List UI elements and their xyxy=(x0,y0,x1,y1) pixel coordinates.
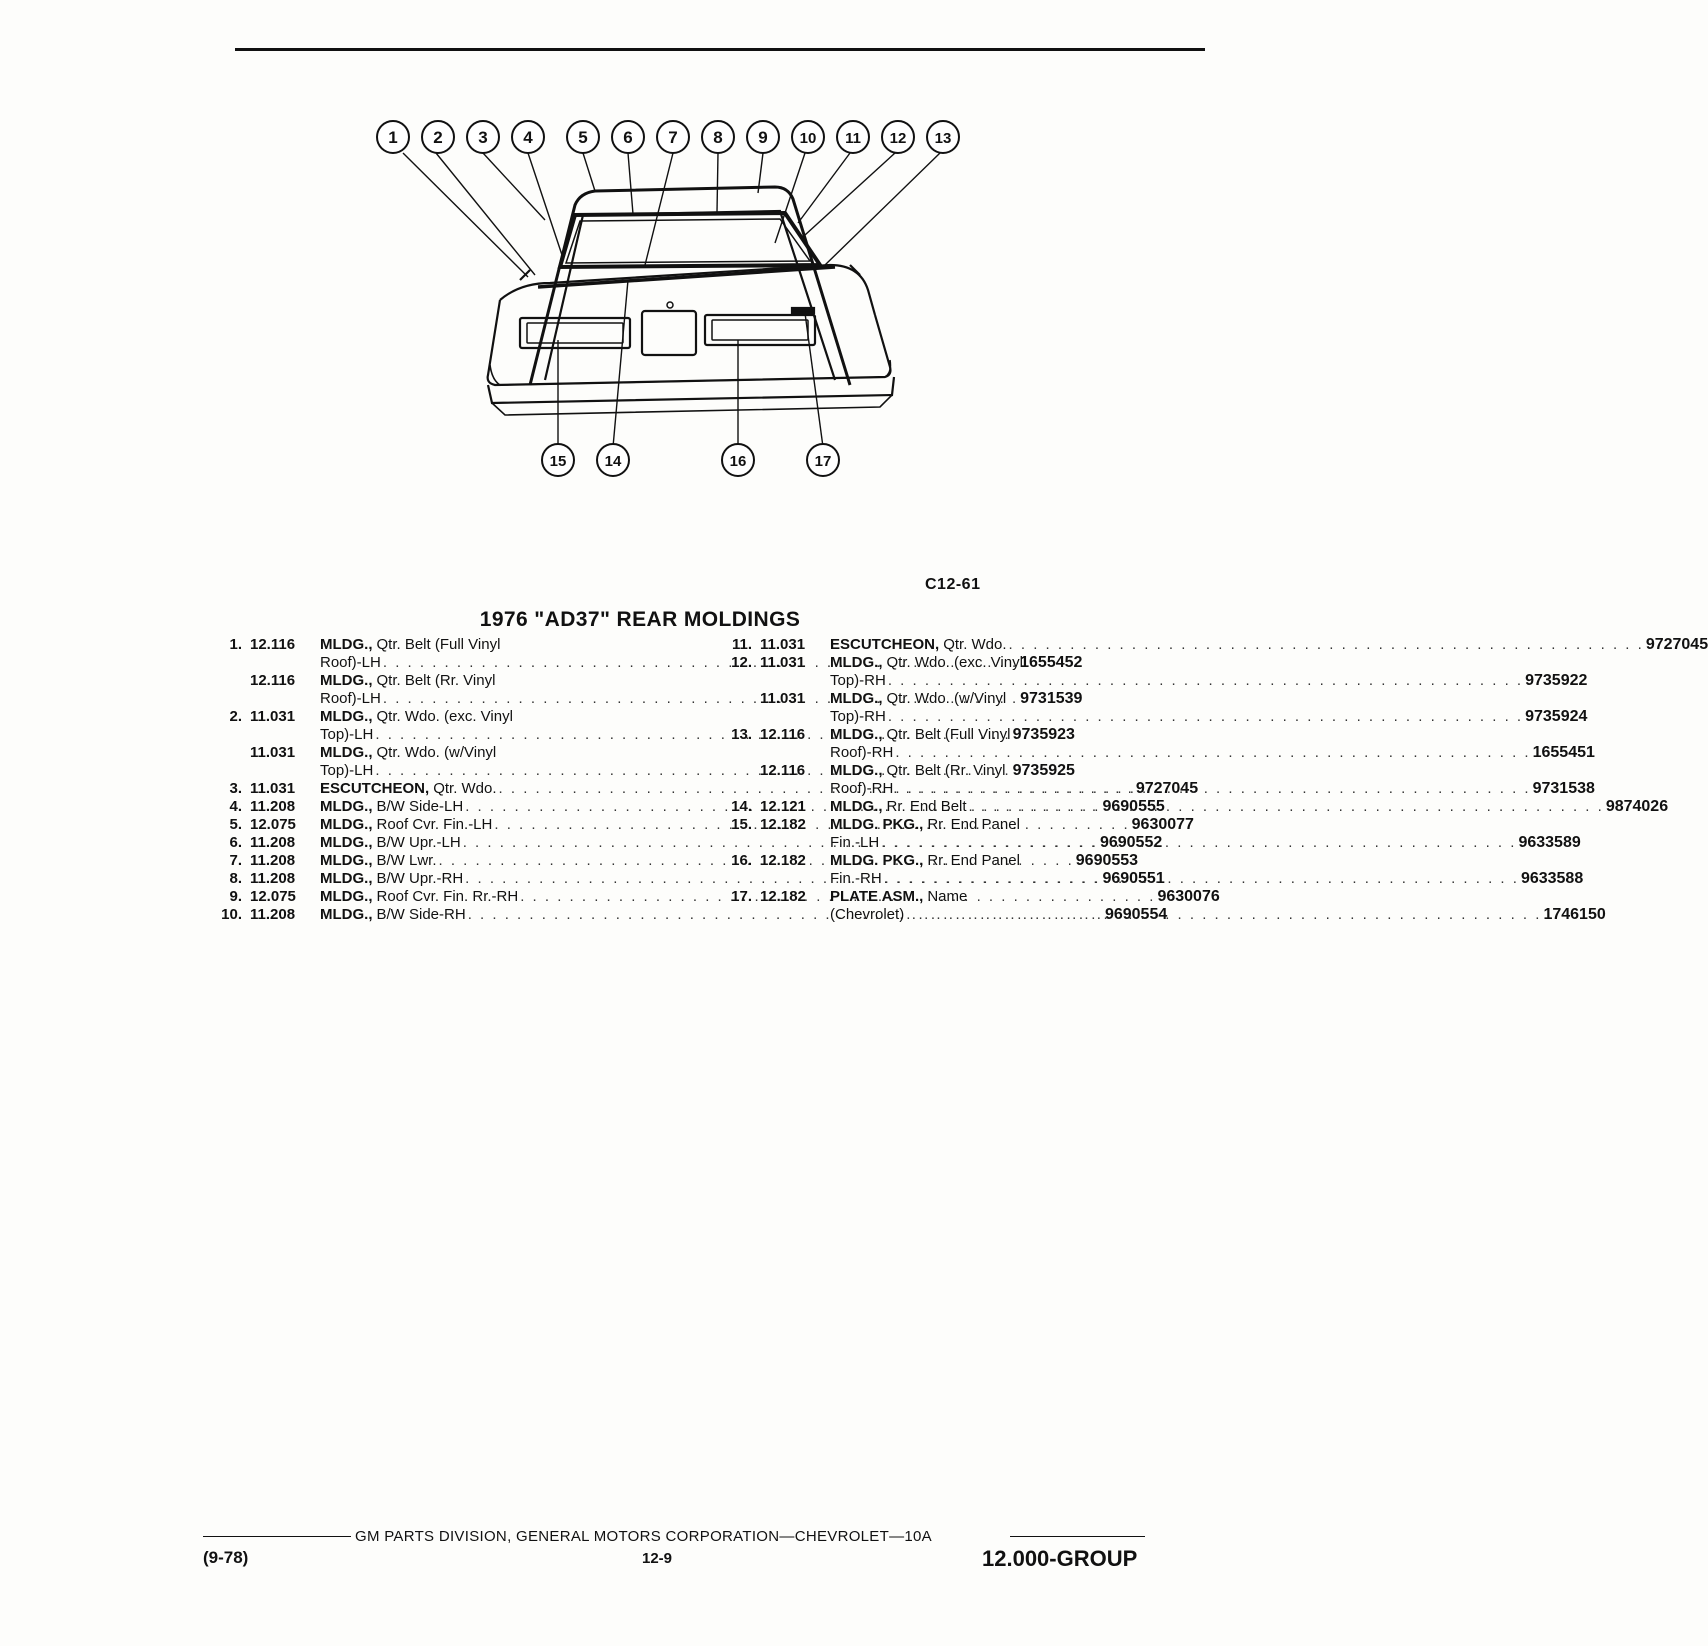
part-number: 9690555 xyxy=(1102,798,1165,815)
part-name: MLDG., xyxy=(320,636,373,653)
group-number: 12.000-GROUP xyxy=(982,1546,1138,1571)
part-desc-cont: Top)-LH xyxy=(320,762,374,779)
leader-lines xyxy=(403,153,940,447)
item-number: 7. xyxy=(229,852,242,869)
part-number: 9633589 xyxy=(1518,834,1581,851)
leader-dots xyxy=(886,708,1525,726)
part-entry xyxy=(720,690,1588,726)
item-number: 12. xyxy=(731,654,752,671)
part-name: MLDG., xyxy=(320,906,373,923)
group-number: 11.208 xyxy=(250,906,296,923)
part-number: 9735922 xyxy=(1525,672,1588,689)
part-entry xyxy=(720,762,1595,798)
group-number: 12.182 xyxy=(760,888,806,905)
callout-label: 6 xyxy=(623,128,633,147)
part-number: 1655452 xyxy=(1020,654,1083,671)
leader-dots xyxy=(904,906,1543,924)
callout-label: 17 xyxy=(814,453,832,470)
part-name: ESCUTCHEON, xyxy=(830,636,940,653)
item-number xyxy=(720,690,752,726)
part-number: 9630077 xyxy=(1131,816,1194,833)
part-name: MLDG., xyxy=(320,870,373,887)
part-name: ESCUTCHEON, xyxy=(320,780,430,797)
leader-dots xyxy=(967,798,1606,816)
callout-label: 2 xyxy=(433,128,443,147)
part-desc: Name xyxy=(927,888,968,905)
part-number: 9874026 xyxy=(1605,798,1669,815)
part-name: MLDG., xyxy=(320,708,373,725)
part-desc-cont: Roof)-LH xyxy=(320,690,381,707)
callout-label: 8 xyxy=(713,128,723,147)
part-desc-cont: Fin.-RH xyxy=(830,870,882,887)
part-entry xyxy=(720,816,1581,852)
group-number: 11.208 xyxy=(250,852,296,869)
group-number: 12.116 xyxy=(760,762,806,779)
group-number: 12.116 xyxy=(250,636,296,653)
part-desc: B/W Side-RH xyxy=(376,906,466,923)
group-number: 12.121 xyxy=(760,798,806,815)
group-number: 11.031 xyxy=(760,636,806,653)
part-name: MLDG. PKG., xyxy=(830,816,924,833)
leader-dots xyxy=(893,780,1532,798)
group-number: 12.182 xyxy=(760,852,806,869)
item-number: 11. xyxy=(731,636,752,653)
group-number: 11.031 xyxy=(250,708,296,725)
part-desc: Qtr. Belt (Full Vinyl xyxy=(886,726,1011,743)
part-desc: Rr. End Belt xyxy=(886,798,967,815)
item-number: 9. xyxy=(229,888,242,905)
part-desc: B/W Upr.-RH xyxy=(376,870,464,887)
item-number: 13. xyxy=(731,726,752,743)
footer-publisher: GM PARTS DIVISION, GENERAL MOTORS CORPORATION—CHEVROLET—10A xyxy=(355,1528,932,1545)
part-desc: Qtr. Wdo. (exc. Vinyl xyxy=(376,708,513,725)
callout-label: 12 xyxy=(889,130,907,147)
part-desc: Qtr. Wdo. (exc. Vinyl xyxy=(886,654,1023,671)
group-number: 12.075 xyxy=(250,888,296,905)
part-entry xyxy=(720,636,1708,654)
item-number: 16. xyxy=(731,852,752,869)
leader-dots xyxy=(882,870,1521,888)
part-desc-cont: Fin.-LH xyxy=(830,834,880,851)
page-number: 12-9 xyxy=(642,1550,673,1567)
group-number: 12.182 xyxy=(760,816,806,833)
group-number: 11.031 xyxy=(760,654,806,671)
callout-label: 13 xyxy=(934,130,952,147)
footer-rule-left xyxy=(203,1536,351,1537)
part-entry xyxy=(720,654,1588,690)
item-number: 4. xyxy=(229,798,242,815)
part-name: MLDG., xyxy=(320,744,373,761)
part-desc: B/W Side-LH xyxy=(376,798,464,815)
part-entry xyxy=(720,852,1584,888)
part-entry xyxy=(720,888,1606,924)
part-desc: Qtr. Belt (Rr. Vinyl xyxy=(886,762,1006,779)
item-number: 17. xyxy=(731,888,752,905)
parts-list-right xyxy=(720,636,1708,924)
part-desc-cont: Roof)-RH xyxy=(830,780,894,797)
callout-label: 5 xyxy=(578,128,588,147)
part-desc: Qtr. Wdo. xyxy=(943,636,1007,653)
callout-label: 7 xyxy=(668,128,678,147)
part-desc: Qtr. Wdo. xyxy=(433,780,497,797)
item-number xyxy=(720,762,752,798)
part-number: 9690554 xyxy=(1104,906,1168,923)
part-desc: B/W Upr.-LH xyxy=(376,834,461,851)
part-number: 9690553 xyxy=(1075,852,1139,869)
part-desc-cont: Roof)-LH xyxy=(320,654,381,671)
part-name: MLDG. PKG., xyxy=(830,852,924,869)
part-desc: Qtr. Wdo. (w/Vinyl xyxy=(886,690,1007,707)
part-entry xyxy=(720,798,1669,816)
part-entry xyxy=(720,726,1595,762)
part-name: PLATE ASM., xyxy=(830,888,924,905)
part-desc-cont: (Chevrolet) xyxy=(830,906,905,923)
part-number: 9727045 xyxy=(1135,780,1199,797)
callout-label: 10 xyxy=(799,130,817,147)
footer-date: (9-78) xyxy=(203,1548,249,1567)
part-number: 1655451 xyxy=(1532,744,1595,761)
part-name: MLDG., xyxy=(320,834,373,851)
leader-dots xyxy=(879,834,1518,852)
callout-label: 16 xyxy=(729,453,747,470)
part-desc-cont: Top)-LH xyxy=(320,726,374,743)
callout-label: 4 xyxy=(523,128,533,147)
item-number: 8. xyxy=(229,870,242,887)
callout-bottom-row xyxy=(542,444,839,476)
rear-moldings-diagram xyxy=(380,115,952,505)
part-desc: Qtr. Wdo. (w/Vinyl xyxy=(376,744,497,761)
part-name: MLDG., xyxy=(830,654,883,671)
group-number: 12.075 xyxy=(250,816,296,833)
item-number: 10. xyxy=(221,906,242,923)
item-number: 2. xyxy=(229,708,242,725)
part-number: 9690551 xyxy=(1102,870,1165,887)
part-name: MLDG., xyxy=(830,690,883,707)
car-rear-illustration xyxy=(488,187,894,415)
part-number: 9735925 xyxy=(1012,762,1075,779)
part-desc-cont: Top)-RH xyxy=(830,672,886,689)
item-number: 3. xyxy=(229,780,242,797)
part-desc: Rr. End Panel xyxy=(927,852,1020,869)
part-desc-cont: Top)-RH xyxy=(830,708,886,725)
part-name: MLDG., xyxy=(320,888,373,905)
part-desc: Rr. End Panel xyxy=(927,816,1020,833)
part-number: 9633588 xyxy=(1520,870,1584,887)
leader-dots xyxy=(1007,636,1646,654)
part-desc: Qtr. Belt (Full Vinyl xyxy=(376,636,501,653)
part-name: MLDG., xyxy=(320,816,373,833)
group-number: 11.031 xyxy=(760,690,806,707)
part-number: 9690552 xyxy=(1099,834,1163,851)
leader-dots xyxy=(886,672,1525,690)
part-desc-cont: Roof)-RH xyxy=(830,744,894,761)
figure-code: C12-61 xyxy=(925,576,981,593)
part-name: MLDG., xyxy=(830,726,883,743)
leader-dots xyxy=(893,744,1532,762)
callout-label: 11 xyxy=(845,130,861,147)
part-desc: Qtr. Belt (Rr. Vinyl xyxy=(376,672,496,689)
part-name: MLDG., xyxy=(830,798,883,815)
part-name: MLDG., xyxy=(830,762,883,779)
part-name: MLDG., xyxy=(320,798,373,815)
callout-label: 3 xyxy=(478,128,488,147)
group-number: 11.031 xyxy=(250,780,296,797)
item-number: 14. xyxy=(731,798,752,815)
part-desc: Roof Cvr. Fin.-LH xyxy=(376,816,493,833)
item-number: 1. xyxy=(229,636,242,653)
group-number: 11.208 xyxy=(250,870,296,887)
item-number: 5. xyxy=(229,816,242,833)
group-number: 11.208 xyxy=(250,798,296,815)
part-desc: B/W Lwr. xyxy=(376,852,437,869)
item-number xyxy=(210,672,242,708)
part-number: 9731539 xyxy=(1020,690,1083,707)
callout-label: 15 xyxy=(549,453,567,470)
item-number xyxy=(210,744,242,780)
part-name: MLDG., xyxy=(320,672,373,689)
footer-rule-right xyxy=(1010,1536,1145,1537)
part-name: MLDG., xyxy=(320,852,373,869)
group-number: 12.116 xyxy=(760,726,806,743)
part-number: 9735923 xyxy=(1012,726,1075,743)
group-number: 12.116 xyxy=(250,672,296,689)
item-number: 15. xyxy=(731,816,752,833)
top-rule xyxy=(235,48,1205,51)
group-number: 11.208 xyxy=(250,834,296,851)
group-number: 11.031 xyxy=(250,744,296,761)
part-number: 9735924 xyxy=(1525,708,1588,725)
item-number: 6. xyxy=(229,834,242,851)
part-number: 9727045 xyxy=(1645,636,1708,653)
part-desc: Roof Cvr. Fin. Rr.-RH xyxy=(376,888,519,905)
callout-label: 14 xyxy=(604,453,622,470)
part-number: 9630076 xyxy=(1157,888,1220,905)
part-number: 9731538 xyxy=(1532,780,1595,797)
callout-label: 9 xyxy=(758,128,768,147)
page-title: 1976 "AD37" REAR MOLDINGS xyxy=(479,608,801,631)
callout-label: 1 xyxy=(388,128,398,147)
part-number: 1746150 xyxy=(1543,906,1606,923)
